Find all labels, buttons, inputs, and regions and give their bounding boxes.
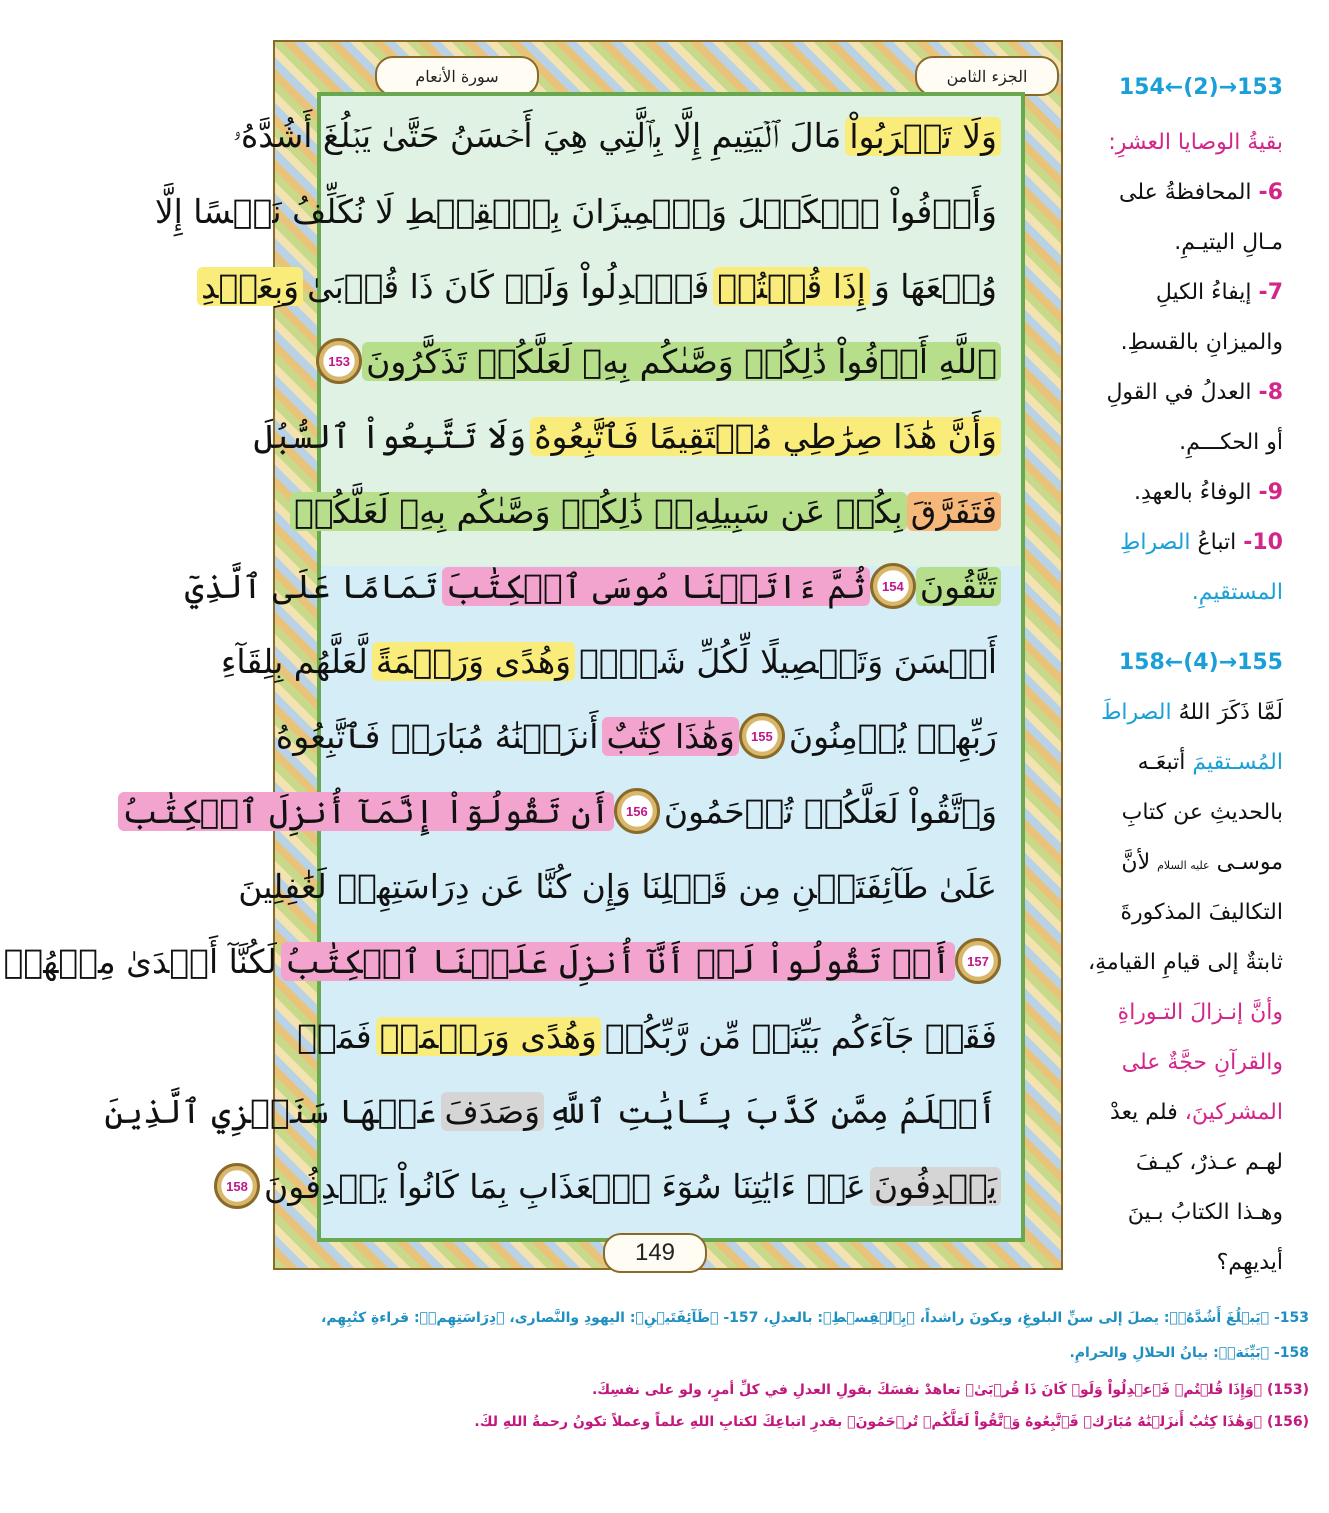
item-text: العدلُ في القولِ xyxy=(1106,380,1252,405)
text-part: أتبعَـه xyxy=(1137,750,1186,775)
surah-label: سورة الأنعام xyxy=(375,56,539,96)
highlight-segment: إِذَا قُلۡتُمۡ xyxy=(713,267,869,306)
side-heading: بقيةُ الوصايا العشرِ: xyxy=(1108,130,1283,155)
verse-number-marker: 154 xyxy=(870,563,916,609)
verse-number-marker: 157 xyxy=(955,938,1001,984)
item-number: 9- xyxy=(1258,480,1283,505)
side-text: والميزانِ بالقسطِ. xyxy=(1120,330,1283,355)
item-text: إيفاءُ الكيلِ xyxy=(1155,280,1252,305)
verse-line-2 xyxy=(154,181,1001,241)
verse-line-12 xyxy=(3,931,1001,991)
item-number: 10- xyxy=(1243,530,1283,555)
highlight-segment: وَأَنَّ هَٰذَا صِرَٰطِي مُسۡتَقِيمًا فَٱتَّبِعُوهُ xyxy=(530,417,1001,456)
verse-line-1 xyxy=(232,106,1001,166)
footnote-vocab-2: 158- ﴿بَيِّنَةٞ﴾: بيانُ الحلالِ والحرامِ. xyxy=(1069,1345,1309,1361)
highlight-segment: وَبِعَهۡدِ xyxy=(197,267,303,306)
highlight-segment: بِكُمۡ عَن سَبِيلِهِۦۚ ذَٰلِكُمۡ وَصَّىٰكُم بِهِۦ لَعَلَّكُمۡ xyxy=(290,492,907,531)
side-text: ثابتةٌ إلى قيامِ القيامةِ، xyxy=(1088,950,1283,975)
side-item xyxy=(1083,380,1283,405)
verse-number-marker: 153 xyxy=(316,338,362,384)
side-text xyxy=(1083,850,1283,875)
side-text xyxy=(1083,750,1283,775)
side-text: وأنَّ إنـزالَ التـوراةِ xyxy=(1117,1000,1283,1025)
verse-text: عَلَىٰ طَآئِفَتَيۡنِ مِن قَبۡلِنَا وَإِن كُنَّا عَن دِرَاسَتِهِمۡ لَغَٰفِلِينَ xyxy=(238,866,997,906)
verse-range-2: 158←(4)→155 xyxy=(1118,650,1283,675)
verse-text: فَقَدۡ جَآءَكُم بَيِّنَةٞ مِّن رَّبِّكُمۡ xyxy=(604,1016,997,1056)
verse-number-marker: 158 xyxy=(214,1163,260,1209)
side-text xyxy=(1083,1100,1283,1125)
verse-range-1: 154←(2)→153 xyxy=(1118,75,1283,100)
page-number: 149 xyxy=(603,1233,707,1273)
verse-text: لَّعَلَّهُم بِلِقَآءِ xyxy=(220,641,368,681)
highlight-segment: تَتَّقُونَ xyxy=(916,567,1001,606)
verse-text: لَكُنَّآ أَهۡدَىٰ مِنۡهُمۡ xyxy=(3,941,277,981)
item-text: اتباعُ xyxy=(1197,530,1237,555)
side-text: لهـم عـذرٌ، كيـفَ xyxy=(1135,1150,1283,1175)
side-text: المستقيمِ. xyxy=(1191,580,1283,605)
side-text: والقرآنِ حجَّةٌ على xyxy=(1121,1050,1283,1075)
verse-text: أَظۡلَمُ مِمَّن كَذَّبَ بِـَٔايَٰتِ ٱللَّهِ xyxy=(548,1091,997,1131)
item-text: المحافظةُ على xyxy=(1119,180,1252,205)
verse-text: فَمَنۡ xyxy=(297,1016,372,1056)
verse-text: أَحۡسَنَ وَتَفۡصِيلًا لِّكُلِّ شَيۡءٖ xyxy=(579,641,997,681)
footnote-lesson-1: (153) ﴿وَإِذَا قُلۡتُمۡ فَٱعۡدِلُواْ وَلَوۡ كَانَ ذَا قُرۡبَىٰ﴾ تعاهدْ نفسَكَ بقولِ العدلِ في كلِّ أمرٍ، ولو على نفسِكَ. xyxy=(591,1382,1309,1398)
verse-line-10 xyxy=(122,781,1001,841)
footnote-vocab-1: 153- ﴿يَبۡلُغَ أَشُدَّهُۥ﴾: يصلَ إلى سنِّ البلوغِ، ويكونَ راشداً، ﴿بِٱلۡقِسۡطِ﴾: بالعدلِ، 157- ﴿طَآئِفَتَيۡنِ﴾: اليهودِ والنَّصارى، ﴿دِرَاسَتِهِمۡ﴾: قراءةِ كتُبِهِم، xyxy=(321,1310,1309,1326)
verse-line-6 xyxy=(294,481,1001,541)
highlight-segment: أَوۡ تَقُولُواْ لَوۡ أَنَّآ أُنزِلَ عَلَيۡنَا ٱلۡكِتَٰبُ xyxy=(281,942,955,981)
text-part: موسـى xyxy=(1216,850,1283,875)
verse-line-5 xyxy=(253,406,1001,466)
highlight-segment: وَهَٰذَا كِتَٰبٌ xyxy=(602,717,738,756)
verse-text: وُسۡعَهَا وَ xyxy=(873,266,997,306)
item-number: 6- xyxy=(1258,180,1283,205)
side-text: أو الحكـــمِ. xyxy=(1179,430,1283,455)
item-number: 8- xyxy=(1258,380,1283,405)
highlight-segment: يَصۡدِفُونَ xyxy=(870,1167,1001,1206)
highlight-segment: فَتَفَرَّقَ xyxy=(907,492,1001,531)
text-part: لأنَّ xyxy=(1121,850,1151,875)
verse-line-11 xyxy=(238,856,1001,916)
text-highlight: الصراطَ xyxy=(1101,700,1172,725)
page-frame xyxy=(3,40,1063,1270)
verse-text: مَالَ ٱلۡيَتِيمِ إِلَّا بِٱلَّتِي هِيَ أَحۡسَنُ حَتَّىٰ يَبۡلُغَ أَشُدَّهُۥ xyxy=(232,116,842,155)
honorific: عليه السلام xyxy=(1157,859,1210,872)
item-text-highlight: الصراطِ xyxy=(1120,530,1191,555)
item-number: 7- xyxy=(1258,280,1283,305)
side-text: مـالِ اليتيـمِ. xyxy=(1174,230,1283,255)
side-item xyxy=(1083,480,1283,505)
verse-line-4 xyxy=(328,331,1001,391)
verse-text: وَٱتَّقُواْ لَعَلَّكُمۡ تُرۡحَمُونَ xyxy=(663,791,997,831)
verse-text: وَلَا تَتَّبِعُواْ ٱلسُّبُلَ xyxy=(253,416,527,456)
highlight-segment: أَن تَقُولُوٓاْ إِنَّمَآ أُنزِلَ ٱلۡكِتَٰبُ xyxy=(118,792,614,831)
highlight-segment: ٱللَّهِ أَوۡفُواْ ذَٰلِكُمۡ وَصَّىٰكُم بِهِۦ لَعَلَّكُمۡ تَذَكَّرُونَ xyxy=(362,342,1001,381)
side-text: أيديهِم؟ xyxy=(1216,1250,1283,1275)
verse-line-13 xyxy=(297,1006,1001,1066)
side-text: وهـذا الكتابُ بـينَ xyxy=(1127,1200,1283,1225)
text-part: فلم يعدْ xyxy=(1110,1100,1178,1125)
side-text: بالحديثِ عن كتابِ xyxy=(1121,800,1283,825)
verse-text: عَنۡ ءَايَٰتِنَا سُوٓءَ ٱلۡعَذَابِ بِمَا كَانُواْ يَصۡدِفُونَ xyxy=(263,1166,866,1206)
side-item xyxy=(1083,180,1283,205)
verse-line-15 xyxy=(226,1156,1001,1216)
text-part: لَمَّا ذَكَرَ اللهُ xyxy=(1178,700,1283,725)
juz-label: الجزء الثامن xyxy=(915,56,1059,96)
verse-line-8 xyxy=(220,631,1001,691)
highlight-segment: ثُمَّ ءَاتَيۡنَا مُوسَى ٱلۡكِتَٰبَ xyxy=(442,567,870,606)
verse-text: عَنۡهَا سَنَجۡزِي ٱلَّذِينَ xyxy=(104,1091,437,1131)
text-highlight: المُسـتقيمَ xyxy=(1192,750,1283,775)
verse-number-marker: 155 xyxy=(739,713,785,759)
highlight-segment: وَهُدًى وَرَحۡمَةٞ xyxy=(376,1017,601,1056)
highlight-segment: وَصَدَفَ xyxy=(441,1092,545,1131)
verse-text: رَبِّهِمۡ يُؤۡمِنُونَ xyxy=(788,716,997,756)
verse-line-3 xyxy=(201,256,1001,316)
verse-panel xyxy=(3,92,1025,1242)
verse-number-marker: 156 xyxy=(614,788,660,834)
verse-text: أَنزَلۡنَٰهُ مُبَارَكٞ فَٱتَّبِعُوهُ xyxy=(275,716,599,756)
side-item xyxy=(1083,530,1283,555)
side-text: التكاليفَ المذكورةَ xyxy=(1120,900,1283,925)
verse-line-9 xyxy=(275,706,1001,766)
verse-line-7 xyxy=(184,556,1001,616)
verse-text: وَأَوۡفُواْ ٱلۡكَيۡلَ وَٱلۡمِيزَانَ بِٱلۡقِسۡطِ لَا نُكَلِّفُ نَفۡسًا إِلَّا xyxy=(154,191,997,231)
verse-text: تَمَامًا عَلَى ٱلَّذِيٓ xyxy=(184,566,438,606)
verse-text: فَٱعۡدِلُواْ وَلَوۡ كَانَ ذَا قُرۡبَىٰ xyxy=(307,266,710,306)
footnote-lesson-2: (156) ﴿وَهَٰذَا كِتَٰبٌ أَنزَلۡنَٰهُ مُبَارَكٞ فَٱتَّبِعُوهُ وَٱتَّقُواْ لَعَلَّكُمۡ تُرۡحَمُونَ﴾ بقدرِ اتباعِكَ لكتابِ اللهِ علماً وعملاً تكونُ رحمةُ اللهِ لكَ. xyxy=(474,1414,1309,1430)
highlight-segment: وَلَا تَقۡرَبُواْ xyxy=(845,117,1001,156)
text-highlight: المشركينَ، xyxy=(1184,1100,1283,1125)
side-text xyxy=(1083,700,1283,725)
highlight-segment: وَهُدًى وَرَحۡمَةً xyxy=(372,642,575,681)
side-item xyxy=(1083,280,1283,305)
verse-line-14 xyxy=(104,1081,1001,1141)
item-text: الوفاءُ بالعهدِ. xyxy=(1133,480,1252,505)
